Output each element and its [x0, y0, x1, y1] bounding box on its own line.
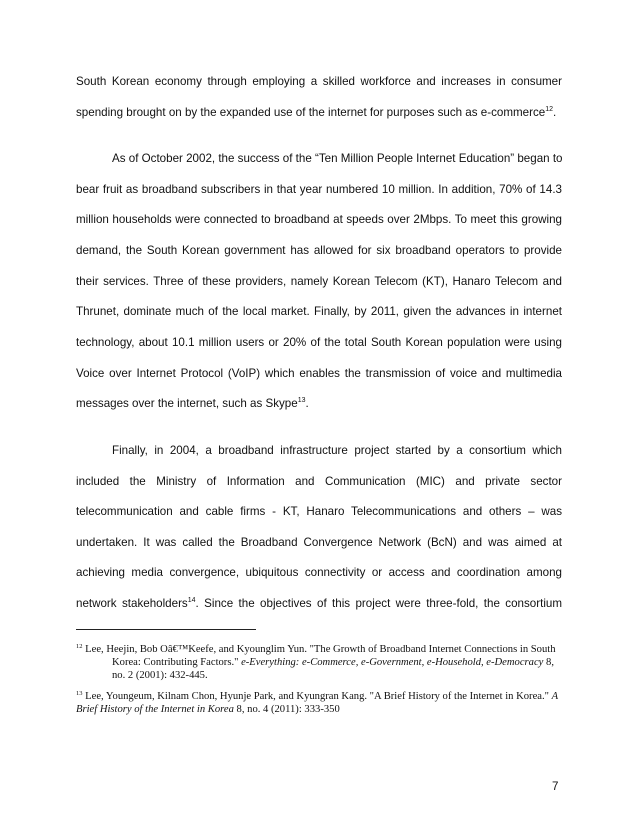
body-line: As of October 2002, the success of the “Ten Million People Internet Education” began to [112, 152, 563, 165]
body-text: . [553, 106, 557, 119]
footnote-text: 8, [543, 657, 554, 668]
footnote-italic-title: A [551, 691, 559, 702]
body-line: Finally, in 2004, a broadband infrastructure project started by a consortium which [112, 444, 562, 457]
body-text: . Since the objectives of this project were three-fold, the consortium [195, 597, 562, 610]
footnote-number: 12 [76, 643, 83, 650]
body-line [76, 106, 562, 120]
footnote-reference[interactable]: 12 [545, 106, 553, 113]
footnote-reference[interactable]: 13 [297, 397, 306, 404]
footnote-italic-title: Brief History of the Internet in Korea [76, 704, 234, 715]
footnote-separator [76, 629, 256, 630]
footnote [76, 690, 558, 703]
body-line: South Korean economy through employing a skilled workforce and increases in consumer [76, 75, 562, 88]
body-line: demand, the South Korean government has allowed for six broadband operators to provide [76, 244, 562, 257]
footnote [76, 643, 556, 656]
body-line: undertaken. It was called the Broadband Convergence Network (BcN) and was aimed at [76, 536, 562, 549]
body-line [76, 597, 562, 611]
footnote-text: Korea: Contributing Factors." [112, 657, 242, 668]
footnote-line [112, 656, 554, 669]
footnote-number: 13 [76, 690, 83, 697]
body-line: included the Ministry of Information and Communication (MIC) and private sector [76, 475, 562, 488]
page-number: 7 [552, 780, 559, 793]
body-line: technology, about 10.1 million users or 20% of the total South Korean population were using [76, 336, 562, 349]
footnote-text: 8, no. 4 (2011): 333-350 [233, 704, 340, 715]
footnote-text: Lee, Youngeum, Kilnam Chon, Hyunje Park, and Kyungran Kang. "A Brief History of the Internet in Korea." [85, 691, 552, 702]
body-line [76, 397, 562, 411]
body-line: bear fruit as broadband subscribers in that year numbered 10 million. In addition, 70% of 14.3 [76, 183, 562, 196]
body-text: . [305, 397, 309, 410]
footnote-text: Lee, Heejin, Bob Oâ€™Keefe, and Kyounglim Yun. "The Growth of Broadband Internet Connections in South [85, 644, 556, 655]
body-line: million households were connected to broadband at speeds over 2Mbps. To meet this growing [76, 213, 562, 226]
body-text: messages over the internet, such as Skype [76, 397, 298, 410]
body-text: network stakeholders [76, 597, 188, 610]
footnote-line [76, 703, 340, 716]
body-line: achieving media convergence, ubiquitous connectivity or access and coordination among [76, 566, 562, 579]
body-text: spending brought on by the expanded use of the internet for purposes such as e-commerce [76, 106, 546, 119]
body-line: their services. Three of these providers, namely Korean Telecom (KT), Hanaro Telecom and [76, 275, 562, 288]
body-line: telecommunication and cable firms - KT, Hanaro Telecommunications and others – was [76, 505, 562, 518]
footnote-italic-title: e-Everything: e-Commerce, e-Government, e-Household, e-Democracy [241, 657, 544, 668]
footnote-reference[interactable]: 14 [187, 597, 196, 604]
footnote-line: no. 2 (2001): 432-445. [112, 670, 208, 681]
body-line: Thrunet, dominate much of the local market. Finally, by 2011, given the advances in internet [76, 305, 562, 318]
body-line: Voice over Internet Protocol (VoIP) which enables the transmission of voice and multimedia [76, 367, 562, 380]
